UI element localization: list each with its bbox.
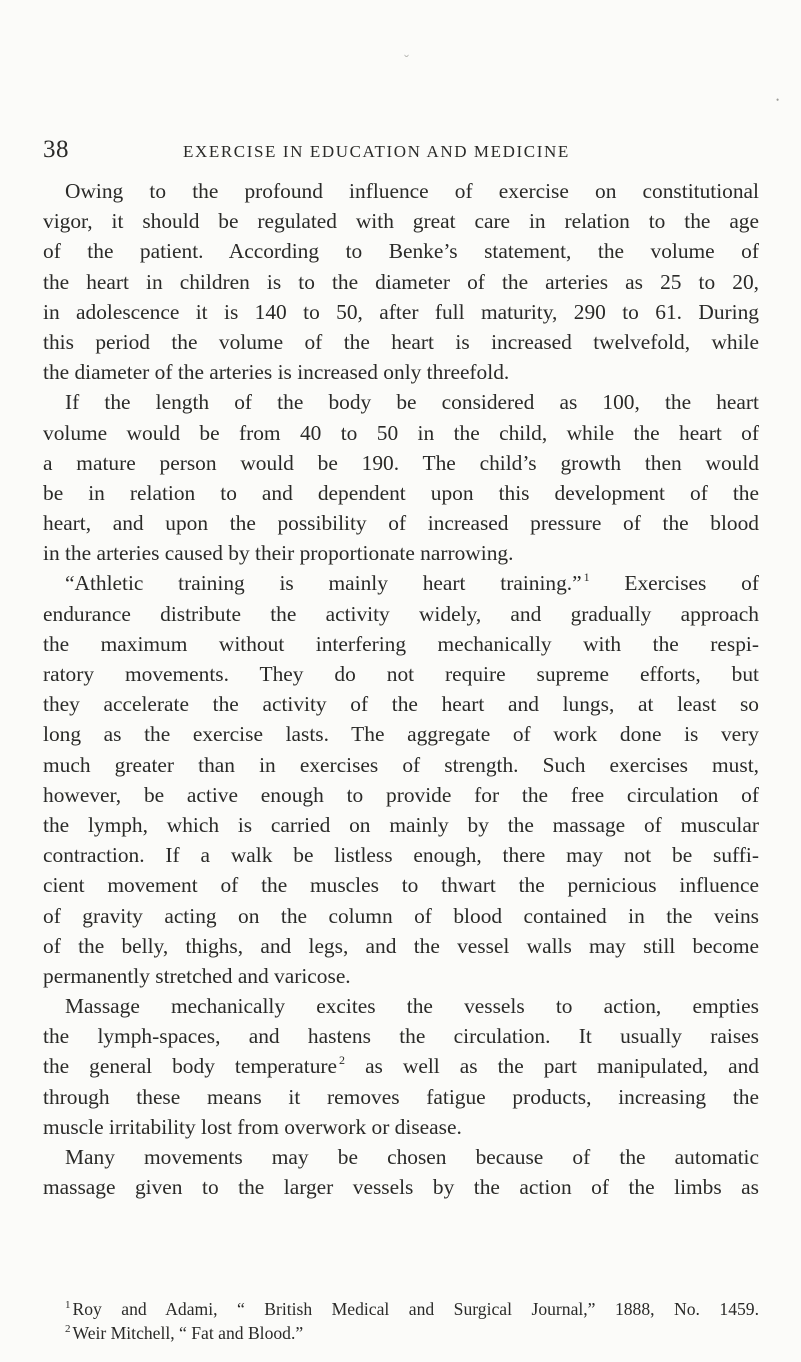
ink-speck-dot: • (776, 95, 780, 105)
text-line: heart, and upon the possibility of increased pressure of the blood (43, 511, 759, 536)
text-line: the heart in children is to the diameter of the arteries as 25 to 20, (43, 269, 759, 294)
text-line: the lymph-spaces, and hastens the circulation. It usually raises (43, 1024, 759, 1049)
text-line: in the arteries caused by their proportionate narrowing. (43, 541, 514, 566)
text-line: the diameter of the arteries is increased only threefold. (43, 360, 510, 385)
running-title: EXERCISE IN EDUCATION AND MEDICINE (183, 142, 570, 161)
text-line: be in relation to and dependent upon this development of the (43, 480, 759, 505)
text-line: Many movements may be chosen because of the automatic (65, 1145, 759, 1169)
text-segment: Exercises of (589, 571, 759, 596)
footnote-text: Weir Mitchell, “ Fat and Blood.” (72, 1323, 304, 1343)
ink-speck-mark: ˇ (404, 53, 409, 69)
text-line: Owing to the profound influence of exercise on constitutional (65, 179, 759, 203)
text-line: Massage mechanically excites the vessels to action, empties (65, 994, 759, 1019)
text-line: endurance distribute the activity widely, and gradually approach (43, 601, 759, 626)
text-line: a mature person would be 190. The child’s growth then would (43, 450, 759, 475)
text-line: they accelerate the activity of the heart and lungs, at least so (43, 692, 759, 717)
footnote-mark: 1 (65, 1299, 71, 1311)
text-line: massage given to the larger vessels by the action of the limbs as (43, 1175, 759, 1200)
text-line: of the belly, thighs, and legs, and the vessel walls may still become (43, 933, 759, 958)
text-line (43, 568, 759, 598)
footnote-mark: 2 (65, 1323, 71, 1335)
text-line: volume would be from 40 to 50 in the child, while the heart of (43, 420, 759, 445)
text-line: of gravity acting on the column of blood contained in the veins (43, 903, 759, 928)
page-number: 38 (43, 136, 69, 163)
text-line: of the patient. According to Benke’s statement, the volume of (43, 239, 759, 264)
footnote-ref: 1 (583, 570, 590, 585)
footnotes (43, 1297, 759, 1345)
page-header (43, 136, 763, 170)
text-line: If the length of the body be considered as 100, the heart (65, 390, 759, 415)
text-line: much greater than in exercises of strength. Such exercises must, (43, 752, 759, 777)
footnote (43, 1321, 759, 1345)
text-line: muscle irritability lost from overwork or disease. (43, 1114, 462, 1139)
text-line: permanently stretched and varicose. (43, 963, 351, 988)
body-text (43, 176, 759, 1202)
text-line: cient movement of the muscles to thwart the pernicious influence (43, 873, 759, 898)
text-line: however, be active enough to provide for the free circulation of (43, 782, 759, 807)
text-segment: the general body temperature (43, 1054, 338, 1079)
text-line: ratory movements. They do not require supreme efforts, but (43, 662, 759, 686)
text-line: this period the volume of the heart is increased twelvefold, while (43, 329, 759, 354)
footnote-text: Roy and Adami, “ British Medical and Surgical Journal,” 1888, No. 1459. (72, 1299, 759, 1319)
footnote (43, 1297, 759, 1321)
text-line: vigor, it should be regulated with great care in relation to the age (43, 209, 759, 234)
text-line: long as the exercise lasts. The aggregate of work done is very (43, 722, 759, 747)
text-line: the lymph, which is carried on mainly by the massage of muscular (43, 812, 759, 837)
text-line: the maximum without interfering mechanically with the respi- (43, 631, 759, 656)
text-line: through these means it removes fatigue products, increasing the (43, 1084, 759, 1109)
text-line: in adolescence it is 140 to 50, after full maturity, 290 to 61. During (43, 299, 759, 324)
text-line: contraction. If a walk be listless enough, there may not be suffi- (43, 843, 759, 868)
text-line (43, 1051, 759, 1081)
quote-text: “Athletic training is mainly heart training.” (65, 571, 582, 596)
footnote-ref: 2 (339, 1053, 346, 1068)
text-segment: as well as the part manipulated, and (345, 1054, 759, 1079)
